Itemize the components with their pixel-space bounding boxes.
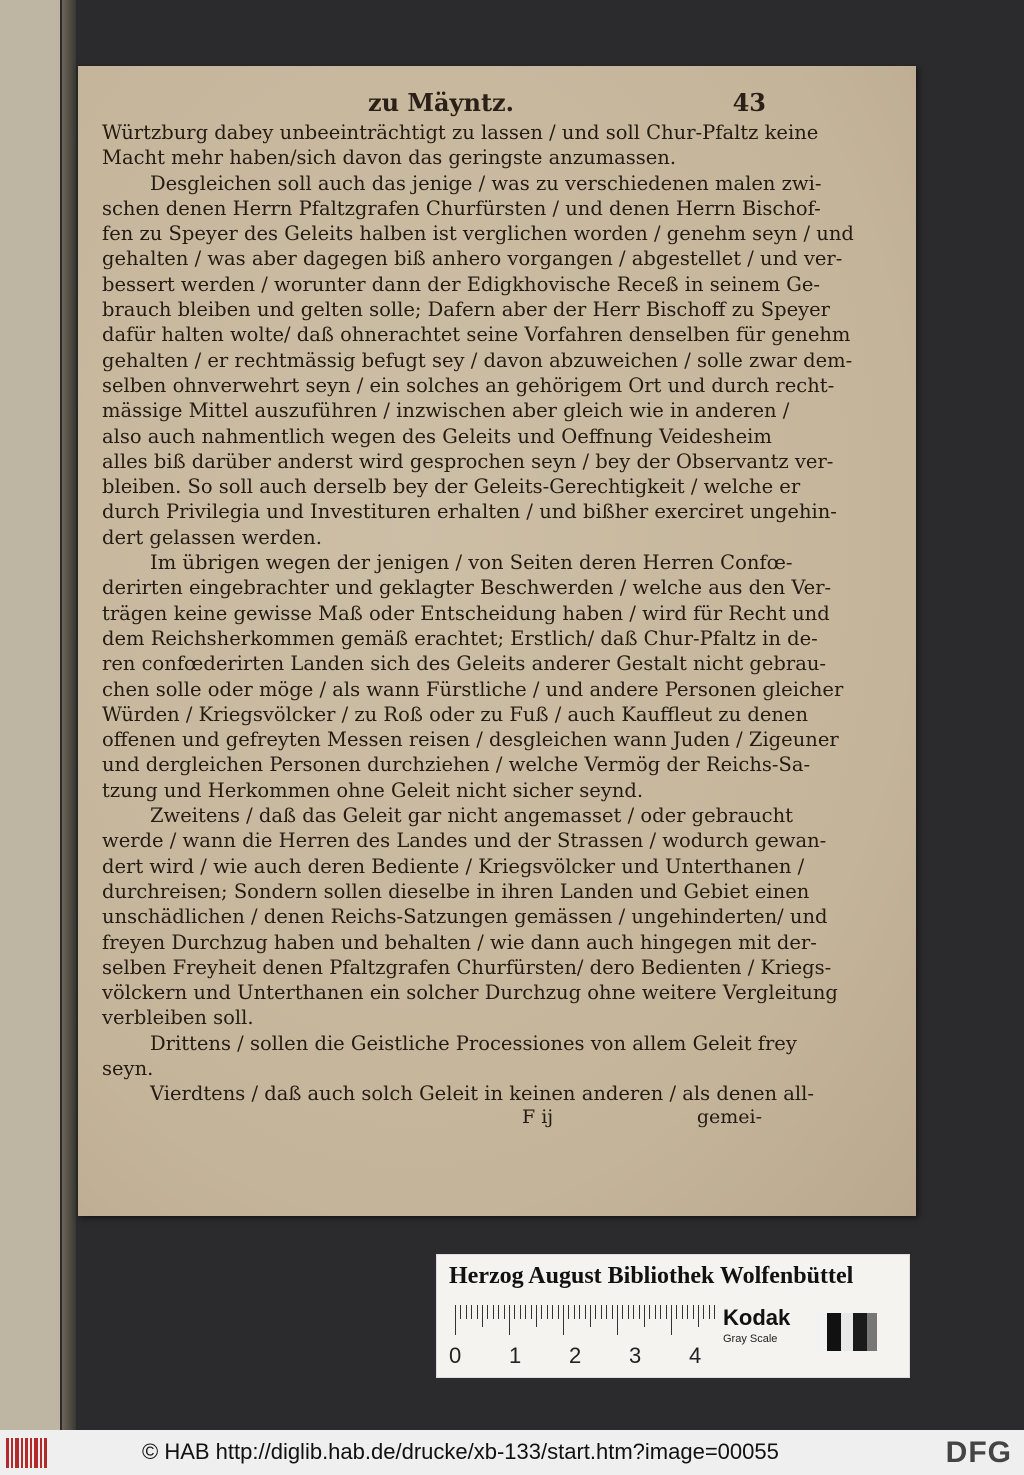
footer-bar: [0, 1430, 1024, 1475]
ruler-tick: [590, 1305, 591, 1327]
ruler-tick: [455, 1305, 456, 1335]
scale-label: 0: [449, 1343, 462, 1368]
ruler-tick: [482, 1305, 483, 1327]
ruler-tick: [466, 1305, 467, 1319]
dfg-logo: DFG: [945, 1436, 1012, 1469]
page-header: [78, 88, 916, 118]
text-line: ren confœderirten Landen sich des Geleits anderer Gestalt nicht gebrau-: [102, 652, 826, 676]
gray-patch: [867, 1313, 877, 1351]
ruler-tick: [633, 1305, 634, 1319]
ruler-tick: [649, 1305, 650, 1319]
text-line: Zweitens / daß das Geleit gar nicht angemasset / oder gebraucht: [150, 804, 793, 828]
text-line: Vierdtens / daß auch solch Geleit in keinen anderen / als denen all-: [150, 1082, 814, 1106]
scale-label: 1: [509, 1343, 522, 1368]
text-line: chen solle oder möge / als wann Fürstliche / und andere Personen gleicher: [102, 677, 844, 701]
text-line: Im übrigen wegen der jenigen / von Seiten deren Herren Confœ-: [150, 551, 793, 575]
scale-label: 4: [689, 1343, 702, 1368]
ruler-tick: [498, 1305, 499, 1319]
ruler-tick: [579, 1305, 580, 1319]
ruler-tick: [698, 1305, 699, 1327]
ruler-tick: [477, 1305, 478, 1319]
ruler-tick: [471, 1305, 472, 1319]
text-line: bleiben. So soll auch derselb bey der Geleits-Gerechtigkeit / welche er: [102, 475, 801, 499]
ruler-tick: [709, 1305, 710, 1319]
text-line: Drittens / sollen die Geistliche Processiones von allem Geleit frey: [150, 1031, 797, 1055]
ruler-tick: [703, 1305, 704, 1319]
ruler-tick: [520, 1305, 521, 1319]
text-line: unschädlichen / denen Reichs-Satzungen gemässen / ungehinderten/ und: [102, 905, 828, 929]
color-target-card: [436, 1254, 910, 1378]
ruler-tick: [514, 1305, 515, 1319]
ruler-tick: [547, 1305, 548, 1319]
gray-patch: [815, 1313, 827, 1351]
gray-patch: [841, 1313, 853, 1351]
barcode-icon: [6, 1438, 48, 1468]
scale-label: 2: [569, 1343, 582, 1368]
ruler-tick: [595, 1305, 596, 1319]
ruler-tick: [568, 1305, 569, 1319]
text-line: freyen Durchzug haben und behalten / wie dann auch hingegen mit der-: [102, 930, 817, 954]
ruler-tick: [622, 1305, 623, 1319]
kodak-logo: Kodak: [723, 1305, 791, 1330]
text-line: Würtzburg dabey unbeeinträchtigt zu lassen / und soll Chur-Pfaltz keine: [102, 121, 819, 144]
ruler-tick: [541, 1305, 542, 1319]
ruler-tick: [574, 1305, 575, 1319]
gray-scale-patches: [815, 1313, 877, 1351]
ruler-tick: [714, 1305, 715, 1319]
text-line: derirten eingebrachter und geklagter Beschwerden / welche aus den Ver-: [102, 576, 832, 600]
ruler-tick: [460, 1305, 461, 1319]
body-text: [102, 120, 854, 1107]
text-line: tzung und Herkommen ohne Geleit nicht sicher seynd.: [102, 778, 644, 802]
ruler-tick: [660, 1305, 661, 1319]
ruler-tick: [525, 1305, 526, 1319]
text-line: dafür halten wolte/ daß ohnerachtet seine Vorfahren denselben für genehm: [102, 323, 851, 347]
ruler-tick: [676, 1305, 677, 1319]
running-head: zu Mäyntz.: [368, 88, 515, 117]
ruler-tick: [563, 1305, 564, 1335]
text-line: gehalten / er rechtmässig befugt sey / davon abzuweichen / solle zwar dem-: [102, 348, 853, 372]
ruler-tick: [671, 1305, 672, 1335]
text-line: durch Privilegia und Investituren erhalten / und bißher exerciret ungehin-: [102, 500, 837, 524]
text-line: trägen keine gewisse Maß oder Entscheidung haben / wird für Recht und: [102, 601, 830, 625]
ruler-tick: [687, 1305, 688, 1319]
text-line: verbleiben soll.: [102, 1006, 254, 1030]
gray-patch: [853, 1313, 867, 1351]
text-line: bessert werden / worunter dann der Edigkhovische Receß in seinem Ge-: [102, 272, 820, 296]
signature-mark: F ij: [522, 1106, 554, 1128]
ruler-tick: [531, 1305, 532, 1319]
text-line: gehalten / was aber dagegen biß anhero vorgangen / abgestellet / und ver-: [102, 247, 843, 271]
ruler-tick: [693, 1305, 694, 1319]
text-line: Desgleichen soll auch das jenige / was zu verschiedenen malen zwi-: [150, 171, 822, 195]
page-number: 43: [732, 88, 766, 117]
text-line: alles biß darüber anderst wird gesprochen seyn / bey der Observantz ver-: [102, 449, 834, 473]
scale-label: 3: [629, 1343, 642, 1368]
text-line: werde / wann die Herren des Landes und der Strassen / wodurch gewan-: [102, 829, 827, 853]
library-name: Herzog August Bibliothek Wolfenbüttel: [449, 1263, 854, 1289]
catchword: gemei-: [696, 1106, 762, 1128]
gray-patch: [827, 1313, 841, 1351]
ruler-tick: [585, 1305, 586, 1319]
text-line: Würden / Kriegsvölcker / zu Roß oder zu Fuß / auch Kauffleut zu denen: [102, 702, 809, 726]
ruler-tick: [509, 1305, 510, 1335]
scale-ruler: [455, 1305, 719, 1335]
text-line: Macht mehr haben/sich davon das geringste anzumassen.: [102, 146, 677, 170]
ruler-tick: [552, 1305, 553, 1319]
ruler-tick: [493, 1305, 494, 1319]
text-line: fen zu Speyer des Geleits halben ist verglichen worden / genehm seyn / und: [102, 222, 854, 246]
ruler-tick: [682, 1305, 683, 1319]
text-line: und dergleichen Personen durchziehen / welche Vermög der Reichs-Sa-: [102, 753, 811, 777]
gray-scale-label: Gray Scale: [723, 1333, 778, 1345]
text-line: selben ohnverwehrt seyn / ein solches an gehörigem Ort und durch recht-: [102, 373, 835, 397]
text-line: offenen und gefreyten Messen reisen / desgleichen wann Juden / Zigeuner: [102, 728, 839, 752]
ruler-tick: [536, 1305, 537, 1327]
ruler-tick: [655, 1305, 656, 1319]
text-line: dert gelassen werden.: [102, 525, 322, 549]
text-line: also auch nahmentlich wegen des Geleits und Oeffnung Veidesheim: [102, 424, 772, 448]
text-line: völckern und Unterthanen ein solcher Durchzug ohne weitere Vergleitung: [102, 981, 838, 1005]
ruler-tick: [612, 1305, 613, 1319]
ruler-tick: [639, 1305, 640, 1319]
ruler-tick: [617, 1305, 618, 1335]
book-page: [78, 66, 916, 1216]
ruler-tick: [601, 1305, 602, 1319]
text-line: brauch bleiben und gelten solle; Dafern aber der Herr Bischoff zu Speyer: [102, 298, 830, 322]
page-footer: [102, 1106, 762, 1132]
book-gutter: [62, 0, 76, 1430]
text-line: dem Reichsherkommen gemäß erachtet; Erstlich/ daß Chur-Pfaltz in de-: [102, 626, 818, 650]
ruler-tick: [644, 1305, 645, 1327]
text-line: dert wird / wie auch deren Bediente / Kriegsvölcker und Unterthanen /: [102, 854, 805, 878]
text-line: durchreisen; Sondern sollen dieselbe in ihren Landen und Gebiet einen: [102, 879, 810, 903]
ruler-tick: [628, 1305, 629, 1319]
copyright-link[interactable]: © HAB http://diglib.hab.de/drucke/xb-133/start.htm?image=00055: [142, 1439, 779, 1464]
ruler-tick: [558, 1305, 559, 1319]
text-line: schen denen Herrn Pfaltzgrafen Churfürsten / und denen Herrn Bischof-: [102, 196, 821, 220]
ruler-tick: [606, 1305, 607, 1319]
ruler-tick: [666, 1305, 667, 1319]
text-line: mässige Mittel auszuführen / inzwischen aber gleich wie in anderen /: [102, 399, 790, 423]
text-line: selben Freyheit denen Pfaltzgrafen Churfürsten/ dero Bedienten / Kriegs-: [102, 955, 832, 979]
text-line: seyn.: [102, 1056, 154, 1080]
ruler-tick: [504, 1305, 505, 1319]
facing-page-edge: [0, 0, 60, 1430]
ruler-tick: [487, 1305, 488, 1319]
